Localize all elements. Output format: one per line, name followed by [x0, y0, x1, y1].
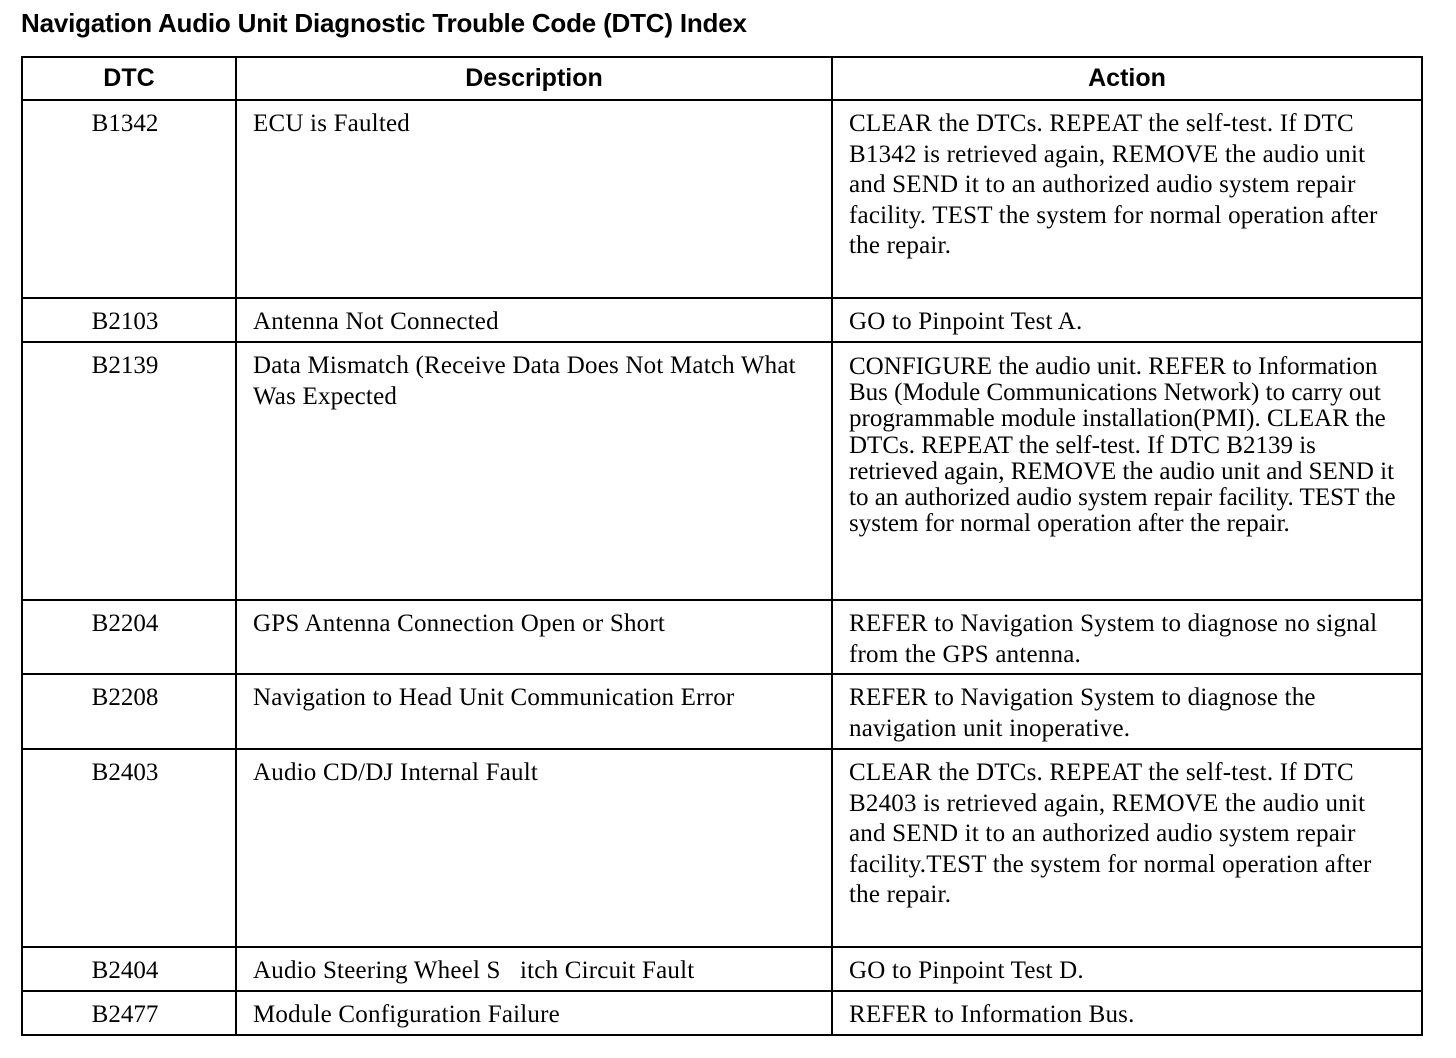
table-row [22, 991, 1422, 1035]
table-row [22, 100, 1422, 298]
dtc-description: Audio Steering Wheel S itch Circuit Fault [253, 957, 695, 984]
table-header-row [22, 57, 1422, 100]
dtc-code: B2477 [91, 1001, 159, 1028]
table-row [22, 674, 1422, 749]
dtc-code: B2403 [91, 759, 159, 786]
dtc-action: GO to Pinpoint Test A. [849, 308, 1083, 335]
dtc-cell [22, 100, 236, 298]
table-row [22, 342, 1422, 600]
dtc-code: B2404 [91, 957, 159, 984]
dtc-code: B2204 [91, 610, 159, 637]
dtc-action: CLEAR the DTCs. REPEAT the self-test. If DTC B2403 is retrieved again, REMOVE the audio unit and SEND it to an authorized audio system repair facility.TEST the system for normal operation after the repair. [849, 759, 1372, 908]
dtc-description: Antenna Not Connected [253, 308, 499, 335]
dtc-code: B2139 [91, 352, 159, 379]
dtc-action: CLEAR the DTCs. REPEAT the self-test. If DTC B1342 is retrieved again, REMOVE the audio unit and SEND it to an authorized audio system repair facility. TEST the system for normal operation after the repair. [849, 110, 1378, 259]
description-cell [236, 674, 832, 749]
dtc-cell [22, 991, 236, 1035]
table-row [22, 749, 1422, 947]
dtc-cell [22, 600, 236, 674]
dtc-action: REFER to Navigation System to diagnose no signal from the GPS antenna. [849, 610, 1378, 668]
description-cell [236, 947, 832, 991]
dtc-index-table [21, 56, 1423, 1036]
action-cell [832, 298, 1422, 342]
description-cell [236, 991, 832, 1035]
description-cell [236, 298, 832, 342]
action-cell [832, 674, 1422, 749]
dtc-code: B2208 [91, 684, 159, 711]
dtc-action: CONFIGURE the audio unit. REFER to Information Bus (Module Communications Network) to carry out programmable module installation(PMI). CLEAR the DTCs. REPEAT the self-test. If DTC B2139 is retrieved again, REMOVE the audio unit and SEND it to an authorized audio system repair facility. TEST the system for normal operation after the repair. [849, 353, 1396, 538]
table-row [22, 298, 1422, 342]
dtc-action: REFER to Navigation System to diagnose the navigation unit inoperative. [849, 684, 1316, 742]
column-header-dtc: DTC [22, 57, 236, 100]
dtc-description: ECU is Faulted [253, 110, 410, 137]
dtc-code: B2103 [91, 308, 159, 335]
table-row [22, 947, 1422, 991]
description-cell [236, 600, 832, 674]
action-cell [832, 947, 1422, 991]
dtc-code: B1342 [91, 110, 159, 137]
dtc-cell [22, 947, 236, 991]
dtc-action: REFER to Information Bus. [849, 1001, 1135, 1028]
table-row [22, 600, 1422, 674]
dtc-description: Data Mismatch (Receive Data Does Not Match What Was Expected [253, 352, 796, 410]
description-cell [236, 100, 832, 298]
dtc-cell [22, 298, 236, 342]
dtc-cell [22, 749, 236, 947]
action-cell [832, 991, 1422, 1035]
column-header-description: Description [236, 57, 832, 100]
page-title: Navigation Audio Unit Diagnostic Trouble Code (DTC) Index [21, 8, 747, 38]
dtc-cell [22, 342, 236, 600]
dtc-action: GO to Pinpoint Test D. [849, 957, 1084, 984]
dtc-cell [22, 674, 236, 749]
action-cell [832, 749, 1422, 947]
dtc-description: Navigation to Head Unit Communication Error [253, 684, 735, 711]
dtc-description: GPS Antenna Connection Open or Short [253, 610, 666, 637]
description-cell [236, 749, 832, 947]
column-header-action: Action [832, 57, 1422, 100]
dtc-description: Module Configuration Failure [253, 1001, 560, 1028]
action-cell [832, 342, 1422, 600]
dtc-description: Audio CD/DJ Internal Fault [253, 759, 539, 786]
description-cell [236, 342, 832, 600]
action-cell [832, 600, 1422, 674]
action-cell [832, 100, 1422, 298]
